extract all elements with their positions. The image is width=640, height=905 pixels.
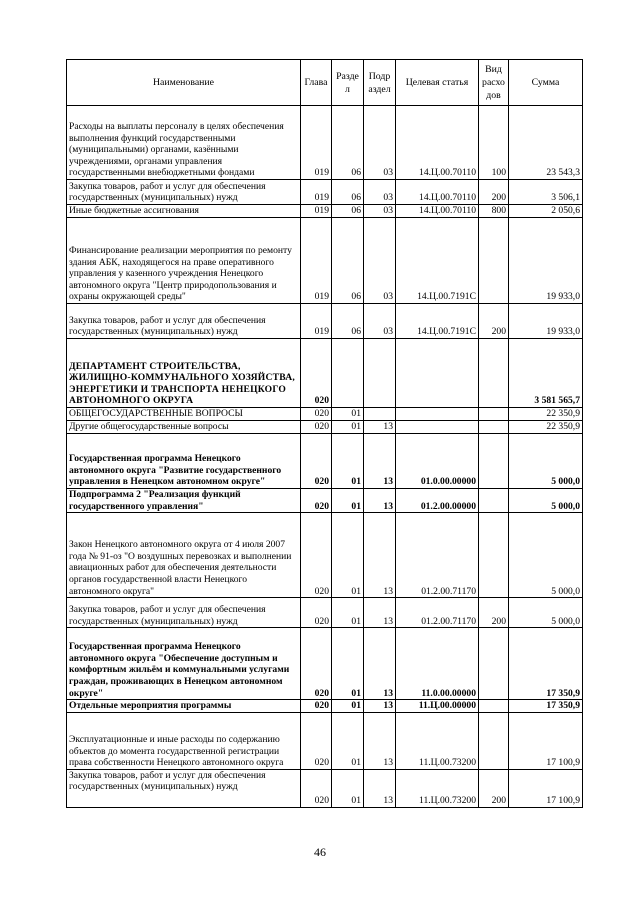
- table-row: [67, 421, 583, 434]
- cell-celevaya: 14.Ц.00.7191С: [396, 218, 479, 304]
- cell-vid: [479, 339, 509, 408]
- header-glava: Глава: [301, 60, 332, 106]
- cell-name: Закупка товаров, работ и услуг для обеспечения государственных (муниципальных) нужд: [67, 769, 301, 807]
- budget-table: [66, 59, 583, 808]
- cell-podrazdel: 13: [364, 598, 396, 628]
- cell-vid: [479, 712, 509, 769]
- cell-podrazdel: 03: [364, 106, 396, 180]
- cell-podrazdel: [364, 339, 396, 408]
- cell-glava: 020: [301, 712, 332, 769]
- cell-celevaya: 11.0.00.00000: [396, 628, 479, 700]
- cell-razdel: 01: [332, 434, 364, 489]
- cell-summa: 22 350,9: [509, 408, 583, 421]
- cell-summa: 2 050,6: [509, 205, 583, 218]
- cell-glava: 020: [301, 489, 332, 513]
- cell-vid: [479, 434, 509, 489]
- cell-name: Расходы на выплаты персоналу в целях обеспечения выполнения функций государственными (муниципальными) органами, казёнными учреждениями, органами управления государственными внебюджетными фондами: [67, 106, 301, 180]
- table-row: [67, 218, 583, 304]
- cell-name: Государственная программа Ненецкого автономного округа "Развитие государственного управления в Ненецком автономном округе": [67, 434, 301, 489]
- cell-podrazdel: 03: [364, 205, 396, 218]
- cell-summa: 5 000,0: [509, 434, 583, 489]
- table-row: [67, 769, 583, 807]
- cell-celevaya: 14.Ц.00.7191С: [396, 304, 479, 339]
- cell-razdel: [332, 339, 364, 408]
- cell-vid: [479, 489, 509, 513]
- cell-summa: 19 933,0: [509, 218, 583, 304]
- cell-podrazdel: 13: [364, 489, 396, 513]
- cell-razdel: 06: [332, 180, 364, 205]
- cell-summa: 17 100,9: [509, 769, 583, 807]
- cell-celevaya: [396, 421, 479, 434]
- cell-name: Закупка товаров, работ и услуг для обеспечения государственных (муниципальных) нужд: [67, 598, 301, 628]
- header-summa: Сумма: [509, 60, 583, 106]
- cell-glava: 020: [301, 513, 332, 598]
- header-podrazdel: Подр аздел: [364, 60, 396, 106]
- table-row: [67, 513, 583, 598]
- table-row: [67, 106, 583, 180]
- cell-razdel: 01: [332, 598, 364, 628]
- cell-glava: 020: [301, 700, 332, 713]
- cell-razdel: 01: [332, 421, 364, 434]
- table-row: [67, 700, 583, 713]
- cell-glava: 020: [301, 598, 332, 628]
- cell-podrazdel: 03: [364, 218, 396, 304]
- cell-podrazdel: 13: [364, 421, 396, 434]
- cell-razdel: 06: [332, 218, 364, 304]
- cell-summa: 3 506,1: [509, 180, 583, 205]
- cell-celevaya: 11.Ц.00.00000: [396, 700, 479, 713]
- cell-vid: [479, 628, 509, 700]
- cell-vid: [479, 408, 509, 421]
- cell-name: Закон Ненецкого автономного округа от 4 июля 2007 года № 91-оз "О воздушных перевозках и выполнении авиационных работ для обеспечения деятельности органов государственной власти Ненецкого автономного округа": [67, 513, 301, 598]
- cell-celevaya: 01.2.00.71170: [396, 598, 479, 628]
- cell-podrazdel: 13: [364, 434, 396, 489]
- cell-celevaya: 01.2.00.71170: [396, 513, 479, 598]
- cell-celevaya: [396, 339, 479, 408]
- table-row: [67, 180, 583, 205]
- cell-vid: 200: [479, 180, 509, 205]
- cell-razdel: 01: [332, 628, 364, 700]
- cell-razdel: 01: [332, 769, 364, 807]
- cell-name: Закупка товаров, работ и услуг для обеспечения государственных (муниципальных) нужд: [67, 304, 301, 339]
- table-row: [67, 408, 583, 421]
- header-razdel: Разде л: [332, 60, 364, 106]
- cell-razdel: 01: [332, 408, 364, 421]
- header-vid: Вид расхо дов: [479, 60, 509, 106]
- cell-summa: 5 000,0: [509, 598, 583, 628]
- cell-vid: [479, 421, 509, 434]
- cell-name: Другие общегосударственные вопросы: [67, 421, 301, 434]
- cell-summa: 22 350,9: [509, 421, 583, 434]
- header-row: [67, 60, 583, 106]
- table-row: [67, 205, 583, 218]
- cell-name: Отдельные мероприятия программы: [67, 700, 301, 713]
- cell-glava: 020: [301, 434, 332, 489]
- table-row: [67, 434, 583, 489]
- cell-summa: 5 000,0: [509, 489, 583, 513]
- cell-razdel: 06: [332, 205, 364, 218]
- table-row: [67, 304, 583, 339]
- cell-glava: 019: [301, 218, 332, 304]
- cell-podrazdel: 13: [364, 700, 396, 713]
- table-row: [67, 628, 583, 700]
- cell-name: Государственная программа Ненецкого автономного округа "Обеспечение доступным и комфортным жильём и коммунальными услугами граждан, проживающих в Ненецком автономном округе": [67, 628, 301, 700]
- cell-glava: 019: [301, 106, 332, 180]
- cell-name: Закупка товаров, работ и услуг для обеспечения государственных (муниципальных) нужд: [67, 180, 301, 205]
- cell-razdel: 01: [332, 712, 364, 769]
- cell-razdel: 01: [332, 489, 364, 513]
- cell-razdel: 06: [332, 106, 364, 180]
- cell-razdel: 06: [332, 304, 364, 339]
- cell-vid: 200: [479, 598, 509, 628]
- cell-name: Эксплуатационные и иные расходы по содержанию объектов до момента государственной регистрации права собственности Ненецкого автономного округа: [67, 712, 301, 769]
- cell-vid: 200: [479, 769, 509, 807]
- cell-podrazdel: 13: [364, 712, 396, 769]
- cell-celevaya: 01.2.00.00000: [396, 489, 479, 513]
- cell-razdel: 01: [332, 700, 364, 713]
- cell-glava: 020: [301, 769, 332, 807]
- cell-celevaya: 11.Ц.00.73200: [396, 712, 479, 769]
- cell-glava: 020: [301, 421, 332, 434]
- cell-glava: 020: [301, 628, 332, 700]
- cell-summa: 23 543,3: [509, 106, 583, 180]
- cell-summa: 17 350,9: [509, 628, 583, 700]
- cell-celevaya: 14.Ц.00.70110: [396, 205, 479, 218]
- cell-vid: [479, 513, 509, 598]
- cell-name: ОБЩЕГОСУДАРСТВЕННЫЕ ВОПРОСЫ: [67, 408, 301, 421]
- table-row: [67, 598, 583, 628]
- cell-celevaya: 11.Ц.00.73200: [396, 769, 479, 807]
- cell-celevaya: [396, 408, 479, 421]
- cell-name: ДЕПАРТАМЕНТ СТРОИТЕЛЬСТВА, ЖИЛИЩНО-КОММУНАЛЬНОГО ХОЗЯЙСТВА, ЭНЕРГЕТИКИ И ТРАНСПОРТА НЕНЕЦКОГО АВТОНОМНОГО ОКРУГА: [67, 339, 301, 408]
- cell-summa: 17 350,9: [509, 700, 583, 713]
- cell-celevaya: 14.Ц.00.70110: [396, 106, 479, 180]
- cell-vid: 800: [479, 205, 509, 218]
- cell-podrazdel: [364, 408, 396, 421]
- table-row: [67, 712, 583, 769]
- cell-podrazdel: 03: [364, 304, 396, 339]
- cell-vid: 200: [479, 304, 509, 339]
- cell-summa: 19 933,0: [509, 304, 583, 339]
- table-row: [67, 489, 583, 513]
- cell-celevaya: 01.0.00.00000: [396, 434, 479, 489]
- cell-summa: 17 100,9: [509, 712, 583, 769]
- page-number: 46: [314, 845, 326, 859]
- cell-glava: 019: [301, 304, 332, 339]
- cell-podrazdel: 13: [364, 628, 396, 700]
- cell-vid: 100: [479, 106, 509, 180]
- cell-vid: [479, 700, 509, 713]
- cell-celevaya: 14.Ц.00.70110: [396, 180, 479, 205]
- cell-podrazdel: 13: [364, 769, 396, 807]
- cell-name: Иные бюджетные ассигнования: [67, 205, 301, 218]
- cell-summa: 3 581 565,7: [509, 339, 583, 408]
- cell-razdel: 01: [332, 513, 364, 598]
- cell-summa: 5 000,0: [509, 513, 583, 598]
- table-row: [67, 339, 583, 408]
- cell-glava: 020: [301, 339, 332, 408]
- cell-podrazdel: 13: [364, 513, 396, 598]
- cell-vid: [479, 218, 509, 304]
- cell-glava: 019: [301, 180, 332, 205]
- cell-glava: 020: [301, 408, 332, 421]
- cell-name: Финансирование реализации мероприятия по ремонту здания АБК, находящегося на праве оперативного управления у казенного учреждения Ненецкого автономного округа "Центр природопользования и охраны окружающей среды": [67, 218, 301, 304]
- header-name: Наименование: [67, 60, 301, 106]
- cell-name: Подпрограмма 2 "Реализация функций государственного управления": [67, 489, 301, 513]
- header-celevaya: Целевая статья: [396, 60, 479, 106]
- cell-glava: 019: [301, 205, 332, 218]
- cell-podrazdel: 03: [364, 180, 396, 205]
